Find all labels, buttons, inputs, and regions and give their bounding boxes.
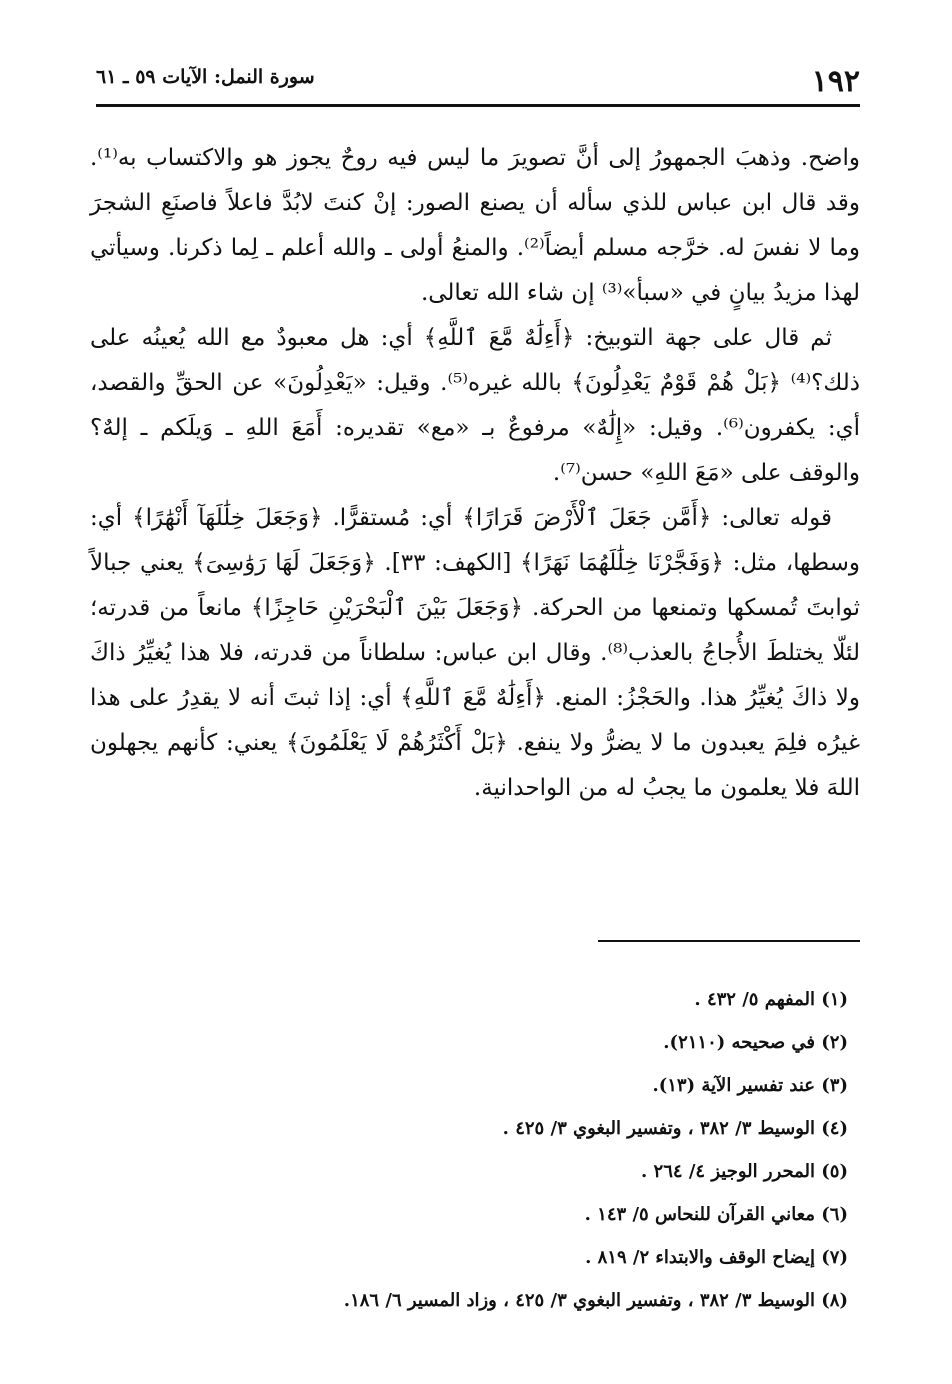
page-number: ١٩٢ (811, 64, 860, 99)
footnotes (96, 978, 848, 1322)
footnote-7: (٧) إيضاح الوقف والابتداء ٢/ ٨١٩ . (585, 1247, 848, 1268)
running-title: سورة النمل: الآيات ٥٩ ـ ٦١ (96, 66, 315, 88)
footnote-6: (٦) معاني القرآن للنحاس ٥/ ١٤٣ . (584, 1204, 848, 1225)
footnote-8: (٨) الوسيط ٣/ ٣٨٢ ، وتفسير البغوي ٣/ ٤٢٥ ، وزاد المسير ٦/ ١٨٦. (343, 1290, 848, 1311)
footnote-5: (٥) المحرر الوجيز ٤/ ٢٦٤ . (640, 1161, 848, 1182)
main-text (90, 136, 860, 811)
footnote-4: (٤) الوسيط ٣/ ٣٨٢ ، وتفسير البغوي ٣/ ٤٢٥ . (502, 1118, 848, 1139)
footnote-3: (٣) عند تفسير الآية (١٣). (652, 1075, 848, 1096)
paragraph-3: قوله تعالى: ﴿أَمَّن جَعَلَ ٱلْأَرْضَ قَرَارًا﴾ أي: مُستقرًّا. ﴿وَجَعَلَ خِلَٰلَهَآ أَنْهَٰرًا﴾ أي: وسطها، مثل: ﴿وَفَجَّرْنَا خِلَٰلَهُمَا نَهَرًا﴾ [الكهف: ٣٣]. ﴿وَجَعَلَ لَهَا رَوَٰسِىَ﴾ يعني جبالاً ثوابتَ تُمسكها وتمنعها من الحركة. ﴿وَجَعَلَ بَيْنَ ٱلْبَحْرَيْنِ حَاجِزًا﴾ مانعاً من قدرته؛ لئلّا يختلطَ الأُجاجُ بالعذب⁽⁸⁾. وقال ابن عباس: سلطاناً من قدرته، فلا هذا يُغيِّرُ ذاكَ ولا ذاكَ يُغيِّرُ هذا. والحَجْزُ: المنع. ﴿أَءِلَٰهٌ مَّعَ ٱللَّهِ﴾ أي: إذا ثبتَ أنه لا يقدِرُ على هذا غيرُه فلِمَ يعبدون ما لا يضرُّ ولا ينفع. ﴿بَلْ أَكْثَرُهُمْ لَا يَعْلَمُونَ﴾ يعني: كأنهم يجهلون اللهَ فلا يعلمون ما يجبُ له من الواحدانية. (90, 505, 861, 801)
footnote-2: (٢) في صحيحه (٢١١٠). (663, 1032, 848, 1053)
paragraph-1: واضح. وذهبَ الجمهورُ إلى أنَّ تصويرَ ما ليس فيه روحٌ يجوز هو والاكتساب به⁽¹⁾. وقد قال ابن عباس للذي سأله أن يصنع الصور: إنْ كنتَ لابُدَّ فاعلاً فاصنَعِ الشجرَ وما لا نفسَ له. خرَّجه مسلم أيضاً⁽²⁾. والمنعُ أولى ـ والله أعلم ـ لِما ذكرنا. وسيأتي لهذا مزيدُ بيانٍ في «سبأ»⁽³⁾ إن شاء الله تعالى. (90, 145, 860, 306)
footnote-1: (١) المفهم ٥/ ٤٣٢ . (694, 989, 848, 1010)
paragraph-2: ثم قال على جهة التوبيخ: ﴿أَءِلَٰهٌ مَّعَ ٱللَّهِ﴾ أي: هل معبودٌ مع الله يُعينُه على ذلك؟⁽⁴⁾ ﴿بَلْ هُمْ قَوْمٌ يَعْدِلُونَ﴾ بالله غيره⁽⁵⁾. وقيل: «يَعْدِلُونَ» عن الحقِّ والقصد، أي: يكفرون⁽⁶⁾. وقيل: «إِلَٰهٌ» مرفوعٌ بـ «مع» تقديره: أَمَعَ اللهِ ـ وَيلَكم ـ إلهٌ؟ والوقف على «مَعَ اللهِ» حسن⁽⁷⁾. (90, 325, 860, 486)
footnote-separator (598, 940, 860, 942)
page-header (96, 60, 860, 107)
